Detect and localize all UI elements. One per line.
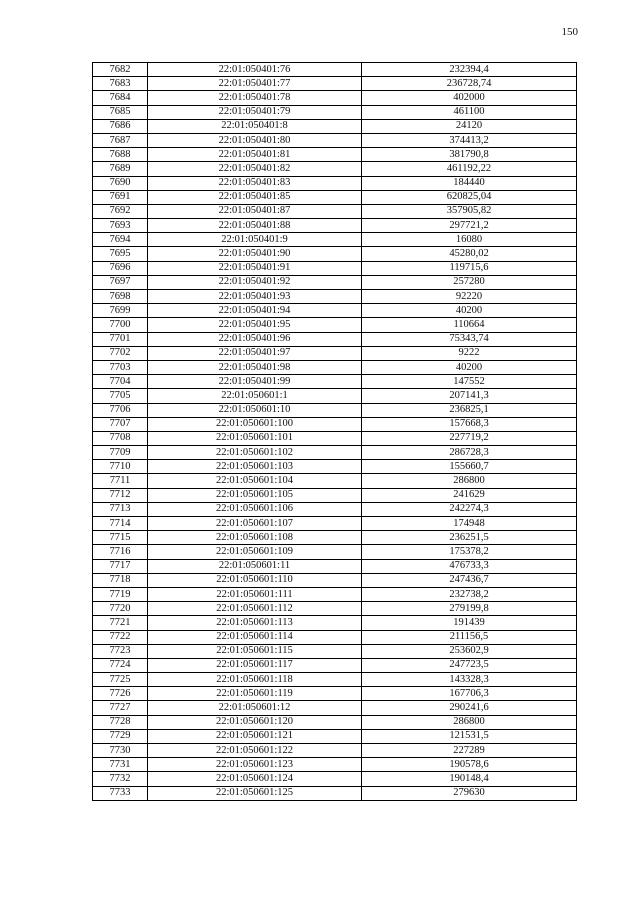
cadastral-value-cell: 253602,9 — [362, 644, 577, 658]
table-row — [93, 389, 577, 403]
cadastral-value-cell: 175378,2 — [362, 545, 577, 559]
cadastral-number-cell: 22:01:050401:81 — [148, 148, 362, 162]
table-row — [93, 545, 577, 559]
cadastral-value-cell: 227289 — [362, 744, 577, 758]
row-number-cell: 7703 — [93, 360, 148, 374]
table-row — [93, 233, 577, 247]
cadastral-number-cell: 22:01:050401:95 — [148, 318, 362, 332]
cadastral-number-cell: 22:01:050401:90 — [148, 247, 362, 261]
table-row — [93, 77, 577, 91]
cadastral-number-cell: 22:01:050601:102 — [148, 446, 362, 460]
cadastral-number-cell: 22:01:050601:103 — [148, 460, 362, 474]
cadastral-value-cell: 45280,02 — [362, 247, 577, 261]
row-number-cell: 7727 — [93, 701, 148, 715]
cadastral-number-cell: 22:01:050601:114 — [148, 630, 362, 644]
cadastral-number-cell: 22:01:050401:99 — [148, 375, 362, 389]
row-number-cell: 7711 — [93, 474, 148, 488]
cadastral-value-cell: 286800 — [362, 474, 577, 488]
cadastral-value-cell: 9222 — [362, 346, 577, 360]
table-row — [93, 91, 577, 105]
table-row — [93, 403, 577, 417]
row-number-cell: 7709 — [93, 446, 148, 460]
table-row — [93, 744, 577, 758]
cadastral-value-cell: 232394,4 — [362, 63, 577, 77]
cadastral-value-cell: 40200 — [362, 304, 577, 318]
row-number-cell: 7682 — [93, 63, 148, 77]
table-row — [93, 162, 577, 176]
cadastral-number-cell: 22:01:050601:10 — [148, 403, 362, 417]
cadastral-number-cell: 22:01:050401:97 — [148, 346, 362, 360]
cadastral-value-cell: 461100 — [362, 105, 577, 119]
cadastral-number-cell: 22:01:050401:77 — [148, 77, 362, 91]
table-row — [93, 261, 577, 275]
row-number-cell: 7699 — [93, 304, 148, 318]
row-number-cell: 7697 — [93, 275, 148, 289]
cadastral-value-cell: 190148,4 — [362, 772, 577, 786]
cadastral-number-cell: 22:01:050601:106 — [148, 502, 362, 516]
cadastral-value-cell: 476733,3 — [362, 559, 577, 573]
cadastral-value-cell: 40200 — [362, 360, 577, 374]
cadastral-number-cell: 22:01:050401:78 — [148, 91, 362, 105]
table-row — [93, 417, 577, 431]
cadastral-number-cell: 22:01:050601:120 — [148, 715, 362, 729]
row-number-cell: 7721 — [93, 616, 148, 630]
cadastral-number-cell: 22:01:050401:9 — [148, 233, 362, 247]
row-number-cell: 7700 — [93, 318, 148, 332]
cadastral-value-cell: 461192,22 — [362, 162, 577, 176]
row-number-cell: 7713 — [93, 502, 148, 516]
table-row — [93, 616, 577, 630]
cadastral-value-cell: 147552 — [362, 375, 577, 389]
cadastral-number-cell: 22:01:050601:105 — [148, 488, 362, 502]
row-number-cell: 7731 — [93, 758, 148, 772]
table-row — [93, 772, 577, 786]
table-row — [93, 204, 577, 218]
row-number-cell: 7716 — [93, 545, 148, 559]
row-number-cell: 7695 — [93, 247, 148, 261]
cadastral-number-cell: 22:01:050601:100 — [148, 417, 362, 431]
table-row — [93, 176, 577, 190]
cadastral-value-cell: 286728,3 — [362, 446, 577, 460]
cadastral-value-cell: 236825,1 — [362, 403, 577, 417]
cadastral-number-cell: 22:01:050601:110 — [148, 573, 362, 587]
row-number-cell: 7728 — [93, 715, 148, 729]
row-number-cell: 7706 — [93, 403, 148, 417]
cadastral-number-cell: 22:01:050401:92 — [148, 275, 362, 289]
table-row — [93, 701, 577, 715]
cadastral-value-cell: 16080 — [362, 233, 577, 247]
cadastral-number-cell: 22:01:050601:12 — [148, 701, 362, 715]
row-number-cell: 7719 — [93, 587, 148, 601]
cadastral-value-cell: 211156,5 — [362, 630, 577, 644]
table-row — [93, 148, 577, 162]
row-number-cell: 7693 — [93, 219, 148, 233]
table-row — [93, 644, 577, 658]
cadastral-value-cell: 227719,2 — [362, 431, 577, 445]
cadastral-number-cell: 22:01:050401:88 — [148, 219, 362, 233]
cadastral-number-cell: 22:01:050601:113 — [148, 616, 362, 630]
cadastral-number-cell: 22:01:050401:87 — [148, 204, 362, 218]
table-row — [93, 502, 577, 516]
cadastral-value-cell: 620825,04 — [362, 190, 577, 204]
cadastral-number-cell: 22:01:050601:123 — [148, 758, 362, 772]
row-number-cell: 7730 — [93, 744, 148, 758]
table-row — [93, 290, 577, 304]
table-row — [93, 446, 577, 460]
cadastral-number-cell: 22:01:050601:104 — [148, 474, 362, 488]
cadastral-value-cell: 402000 — [362, 91, 577, 105]
cadastral-value-cell: 143328,3 — [362, 673, 577, 687]
cadastral-number-cell: 22:01:050601:121 — [148, 729, 362, 743]
cadastral-value-cell: 236251,5 — [362, 531, 577, 545]
cadastral-value-cell: 155660,7 — [362, 460, 577, 474]
cadastral-value-cell: 297721,2 — [362, 219, 577, 233]
table-row — [93, 332, 577, 346]
cadastral-value-cell: 167706,3 — [362, 687, 577, 701]
row-number-cell: 7686 — [93, 119, 148, 133]
row-number-cell: 7683 — [93, 77, 148, 91]
row-number-cell: 7724 — [93, 658, 148, 672]
cadastral-number-cell: 22:01:050601:108 — [148, 531, 362, 545]
cadastral-number-cell: 22:01:050601:112 — [148, 602, 362, 616]
table-row — [93, 63, 577, 77]
table-row — [93, 346, 577, 360]
cadastral-value-cell: 357905,82 — [362, 204, 577, 218]
cadastral-value-cell: 381790,8 — [362, 148, 577, 162]
cadastral-value-cell: 119715,6 — [362, 261, 577, 275]
cadastral-value-cell: 121531,5 — [362, 729, 577, 743]
cadastral-number-cell: 22:01:050401:91 — [148, 261, 362, 275]
cadastral-number-cell: 22:01:050401:94 — [148, 304, 362, 318]
row-number-cell: 7701 — [93, 332, 148, 346]
table-row — [93, 630, 577, 644]
cadastral-number-cell: 22:01:050601:109 — [148, 545, 362, 559]
row-number-cell: 7688 — [93, 148, 148, 162]
row-number-cell: 7722 — [93, 630, 148, 644]
cadastral-value-cell: 236728,74 — [362, 77, 577, 91]
row-number-cell: 7733 — [93, 786, 148, 800]
cadastral-number-cell: 22:01:050401:98 — [148, 360, 362, 374]
page-number: 150 — [561, 26, 578, 38]
row-number-cell: 7705 — [93, 389, 148, 403]
table-row — [93, 304, 577, 318]
cadastral-number-cell: 22:01:050601:111 — [148, 587, 362, 601]
table-row — [93, 517, 577, 531]
cadastral-number-cell: 22:01:050601:107 — [148, 517, 362, 531]
cadastral-number-cell: 22:01:050601:11 — [148, 559, 362, 573]
row-number-cell: 7718 — [93, 573, 148, 587]
cadastral-number-cell: 22:01:050601:125 — [148, 786, 362, 800]
table-row — [93, 275, 577, 289]
cadastral-number-cell: 22:01:050601:101 — [148, 431, 362, 445]
table-row — [93, 758, 577, 772]
table-row — [93, 488, 577, 502]
row-number-cell: 7696 — [93, 261, 148, 275]
cadastral-number-cell: 22:01:050401:80 — [148, 133, 362, 147]
cadastral-number-cell: 22:01:050401:85 — [148, 190, 362, 204]
cadastral-value-cell: 374413,2 — [362, 133, 577, 147]
table-row — [93, 573, 577, 587]
row-number-cell: 7714 — [93, 517, 148, 531]
table-row — [93, 729, 577, 743]
cadastral-number-cell: 22:01:050401:76 — [148, 63, 362, 77]
row-number-cell: 7685 — [93, 105, 148, 119]
cadastral-value-cell: 24120 — [362, 119, 577, 133]
table-row — [93, 105, 577, 119]
row-number-cell: 7725 — [93, 673, 148, 687]
table-row — [93, 786, 577, 800]
cadastral-value-cell: 174948 — [362, 517, 577, 531]
cadastral-value-table — [92, 62, 577, 801]
cadastral-value-cell: 207141,3 — [362, 389, 577, 403]
cadastral-value-cell: 184440 — [362, 176, 577, 190]
row-number-cell: 7707 — [93, 417, 148, 431]
row-number-cell: 7720 — [93, 602, 148, 616]
row-number-cell: 7723 — [93, 644, 148, 658]
cadastral-value-cell: 92220 — [362, 290, 577, 304]
cadastral-value-cell: 286800 — [362, 715, 577, 729]
row-number-cell: 7715 — [93, 531, 148, 545]
row-number-cell: 7712 — [93, 488, 148, 502]
table-row — [93, 190, 577, 204]
table-row — [93, 318, 577, 332]
row-number-cell: 7691 — [93, 190, 148, 204]
cadastral-value-cell: 241629 — [362, 488, 577, 502]
table-row — [93, 460, 577, 474]
table-row — [93, 658, 577, 672]
table-row — [93, 219, 577, 233]
cadastral-number-cell: 22:01:050601:124 — [148, 772, 362, 786]
table-row — [93, 431, 577, 445]
table-row — [93, 375, 577, 389]
row-number-cell: 7690 — [93, 176, 148, 190]
cadastral-value-cell: 157668,3 — [362, 417, 577, 431]
cadastral-value-cell: 279199,8 — [362, 602, 577, 616]
table-row — [93, 559, 577, 573]
row-number-cell: 7708 — [93, 431, 148, 445]
cadastral-value-cell: 257280 — [362, 275, 577, 289]
table-row — [93, 119, 577, 133]
cadastral-value-cell: 191439 — [362, 616, 577, 630]
cadastral-number-cell: 22:01:050601:122 — [148, 744, 362, 758]
row-number-cell: 7684 — [93, 91, 148, 105]
row-number-cell: 7717 — [93, 559, 148, 573]
row-number-cell: 7687 — [93, 133, 148, 147]
cadastral-number-cell: 22:01:050401:8 — [148, 119, 362, 133]
row-number-cell: 7689 — [93, 162, 148, 176]
table-row — [93, 602, 577, 616]
cadastral-number-cell: 22:01:050401:96 — [148, 332, 362, 346]
cadastral-value-cell: 247436,7 — [362, 573, 577, 587]
table-row — [93, 133, 577, 147]
cadastral-number-cell: 22:01:050601:117 — [148, 658, 362, 672]
row-number-cell: 7710 — [93, 460, 148, 474]
table-row — [93, 673, 577, 687]
cadastral-number-cell: 22:01:050601:115 — [148, 644, 362, 658]
table-row — [93, 247, 577, 261]
cadastral-number-cell: 22:01:050601:119 — [148, 687, 362, 701]
row-number-cell: 7692 — [93, 204, 148, 218]
cadastral-value-cell: 75343,74 — [362, 332, 577, 346]
row-number-cell: 7729 — [93, 729, 148, 743]
cadastral-value-cell: 247723,5 — [362, 658, 577, 672]
table-row — [93, 687, 577, 701]
table-row — [93, 715, 577, 729]
cadastral-number-cell: 22:01:050601:118 — [148, 673, 362, 687]
cadastral-number-cell: 22:01:050401:93 — [148, 290, 362, 304]
table-row — [93, 474, 577, 488]
row-number-cell: 7694 — [93, 233, 148, 247]
cadastral-number-cell: 22:01:050401:79 — [148, 105, 362, 119]
cadastral-value-cell: 242274,3 — [362, 502, 577, 516]
cadastral-number-cell: 22:01:050601:1 — [148, 389, 362, 403]
cadastral-value-cell: 290241,6 — [362, 701, 577, 715]
row-number-cell: 7698 — [93, 290, 148, 304]
row-number-cell: 7732 — [93, 772, 148, 786]
table-row — [93, 531, 577, 545]
cadastral-value-cell: 279630 — [362, 786, 577, 800]
cadastral-value-cell: 110664 — [362, 318, 577, 332]
table-row — [93, 360, 577, 374]
row-number-cell: 7704 — [93, 375, 148, 389]
cadastral-number-cell: 22:01:050401:83 — [148, 176, 362, 190]
row-number-cell: 7726 — [93, 687, 148, 701]
table-row — [93, 587, 577, 601]
table-body — [93, 63, 577, 801]
cadastral-number-cell: 22:01:050401:82 — [148, 162, 362, 176]
cadastral-value-cell: 190578,6 — [362, 758, 577, 772]
cadastral-value-cell: 232738,2 — [362, 587, 577, 601]
row-number-cell: 7702 — [93, 346, 148, 360]
